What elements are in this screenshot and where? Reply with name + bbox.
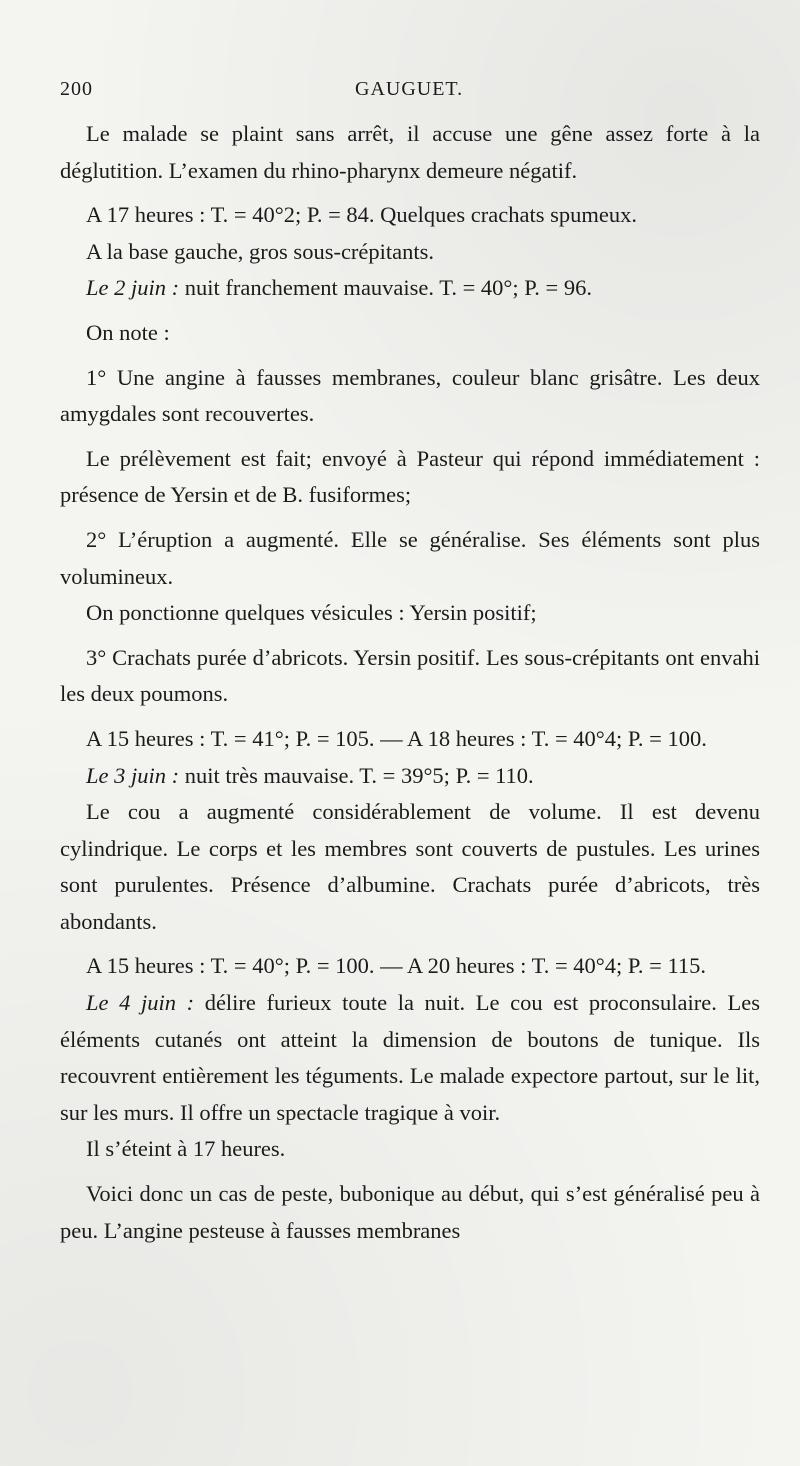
- paragraph: Le cou a augmenté considérablement de volume. Il est devenu cylindrique. Le corps et les membres sont couverts de pustules. Les urines sont purulentes. Présence d’albumine. Crachats purée d’abricots, très abondants.: [60, 799, 760, 934]
- paragraph: [60, 270, 760, 307]
- paragraph-text: nuit franchement mauvaise. T. = 40°; P. = 96.: [179, 275, 592, 301]
- paragraph: A la base gauche, gros sous-crépitants.: [86, 238, 435, 264]
- paragraph: 1° Une angine à fausses membranes, couleur blanc grisâtre. Les deux amygdales sont recouvertes.: [60, 364, 760, 427]
- paragraph: On ponctionne quelques vésicules : Yersin positif;: [86, 600, 537, 626]
- paragraph: Le prélèvement est fait; envoyé à Pasteur qui répond immédiatement : présence de Yersin et de B. fusiformes;: [60, 445, 760, 508]
- paragraph-text: délire furieux toute la nuit. Le cou est proconsulaire. Les éléments cutanés ont atteint la dimension de boutons de tunique. Ils recouvrent entièrement les téguments. Le malade expectore partout, sur le lit, sur les murs. Il offre un spectacle tragique à voir.: [60, 990, 760, 1125]
- paragraph: Il s’éteint à 17 heures.: [86, 1136, 286, 1162]
- paragraph: [60, 985, 760, 1131]
- date-label: Le 3 juin :: [86, 762, 180, 788]
- page-number: 200: [60, 78, 93, 100]
- paragraph-text: nuit très mauvaise. T. = 39°5; P. = 110.: [179, 762, 534, 788]
- paragraph: 2° L’éruption a augmenté. Elle se généralise. Ses éléments sont plus volumineux.: [60, 526, 760, 589]
- body-text: [60, 116, 760, 1249]
- date-label: Le 2 juin :: [86, 275, 180, 301]
- date-label: Le 4 juin :: [86, 990, 195, 1016]
- running-title: GAUGUET.: [355, 78, 464, 100]
- paragraph: On note :: [86, 319, 170, 345]
- paragraph: A 15 heures : T. = 41°; P. = 105. — A 18 heures : T. = 40°4; P. = 100.: [86, 725, 707, 751]
- paragraph: A 15 heures : T. = 40°; P. = 100. — A 20 heures : T. = 40°4; P. = 115.: [86, 953, 707, 979]
- paragraph: Le malade se plaint sans arrêt, il accuse une gêne assez forte à la déglutition. L’examen du rhino-pharynx demeure négatif.: [60, 121, 760, 183]
- paragraph: A 17 heures : T. = 40°2; P. = 84. Quelques crachats spumeux.: [86, 202, 637, 228]
- page-header: [60, 78, 760, 106]
- paragraph: 3° Crachats purée d’abricots. Yersin positif. Les sous-crépitants ont envahi les deux poumons.: [60, 644, 760, 707]
- paragraph: Voici donc un cas de peste, bubonique au début, qui s’est généralisé peu à peu. L’angine pesteuse à fausses membranes: [60, 1181, 760, 1243]
- paragraph: [60, 758, 760, 795]
